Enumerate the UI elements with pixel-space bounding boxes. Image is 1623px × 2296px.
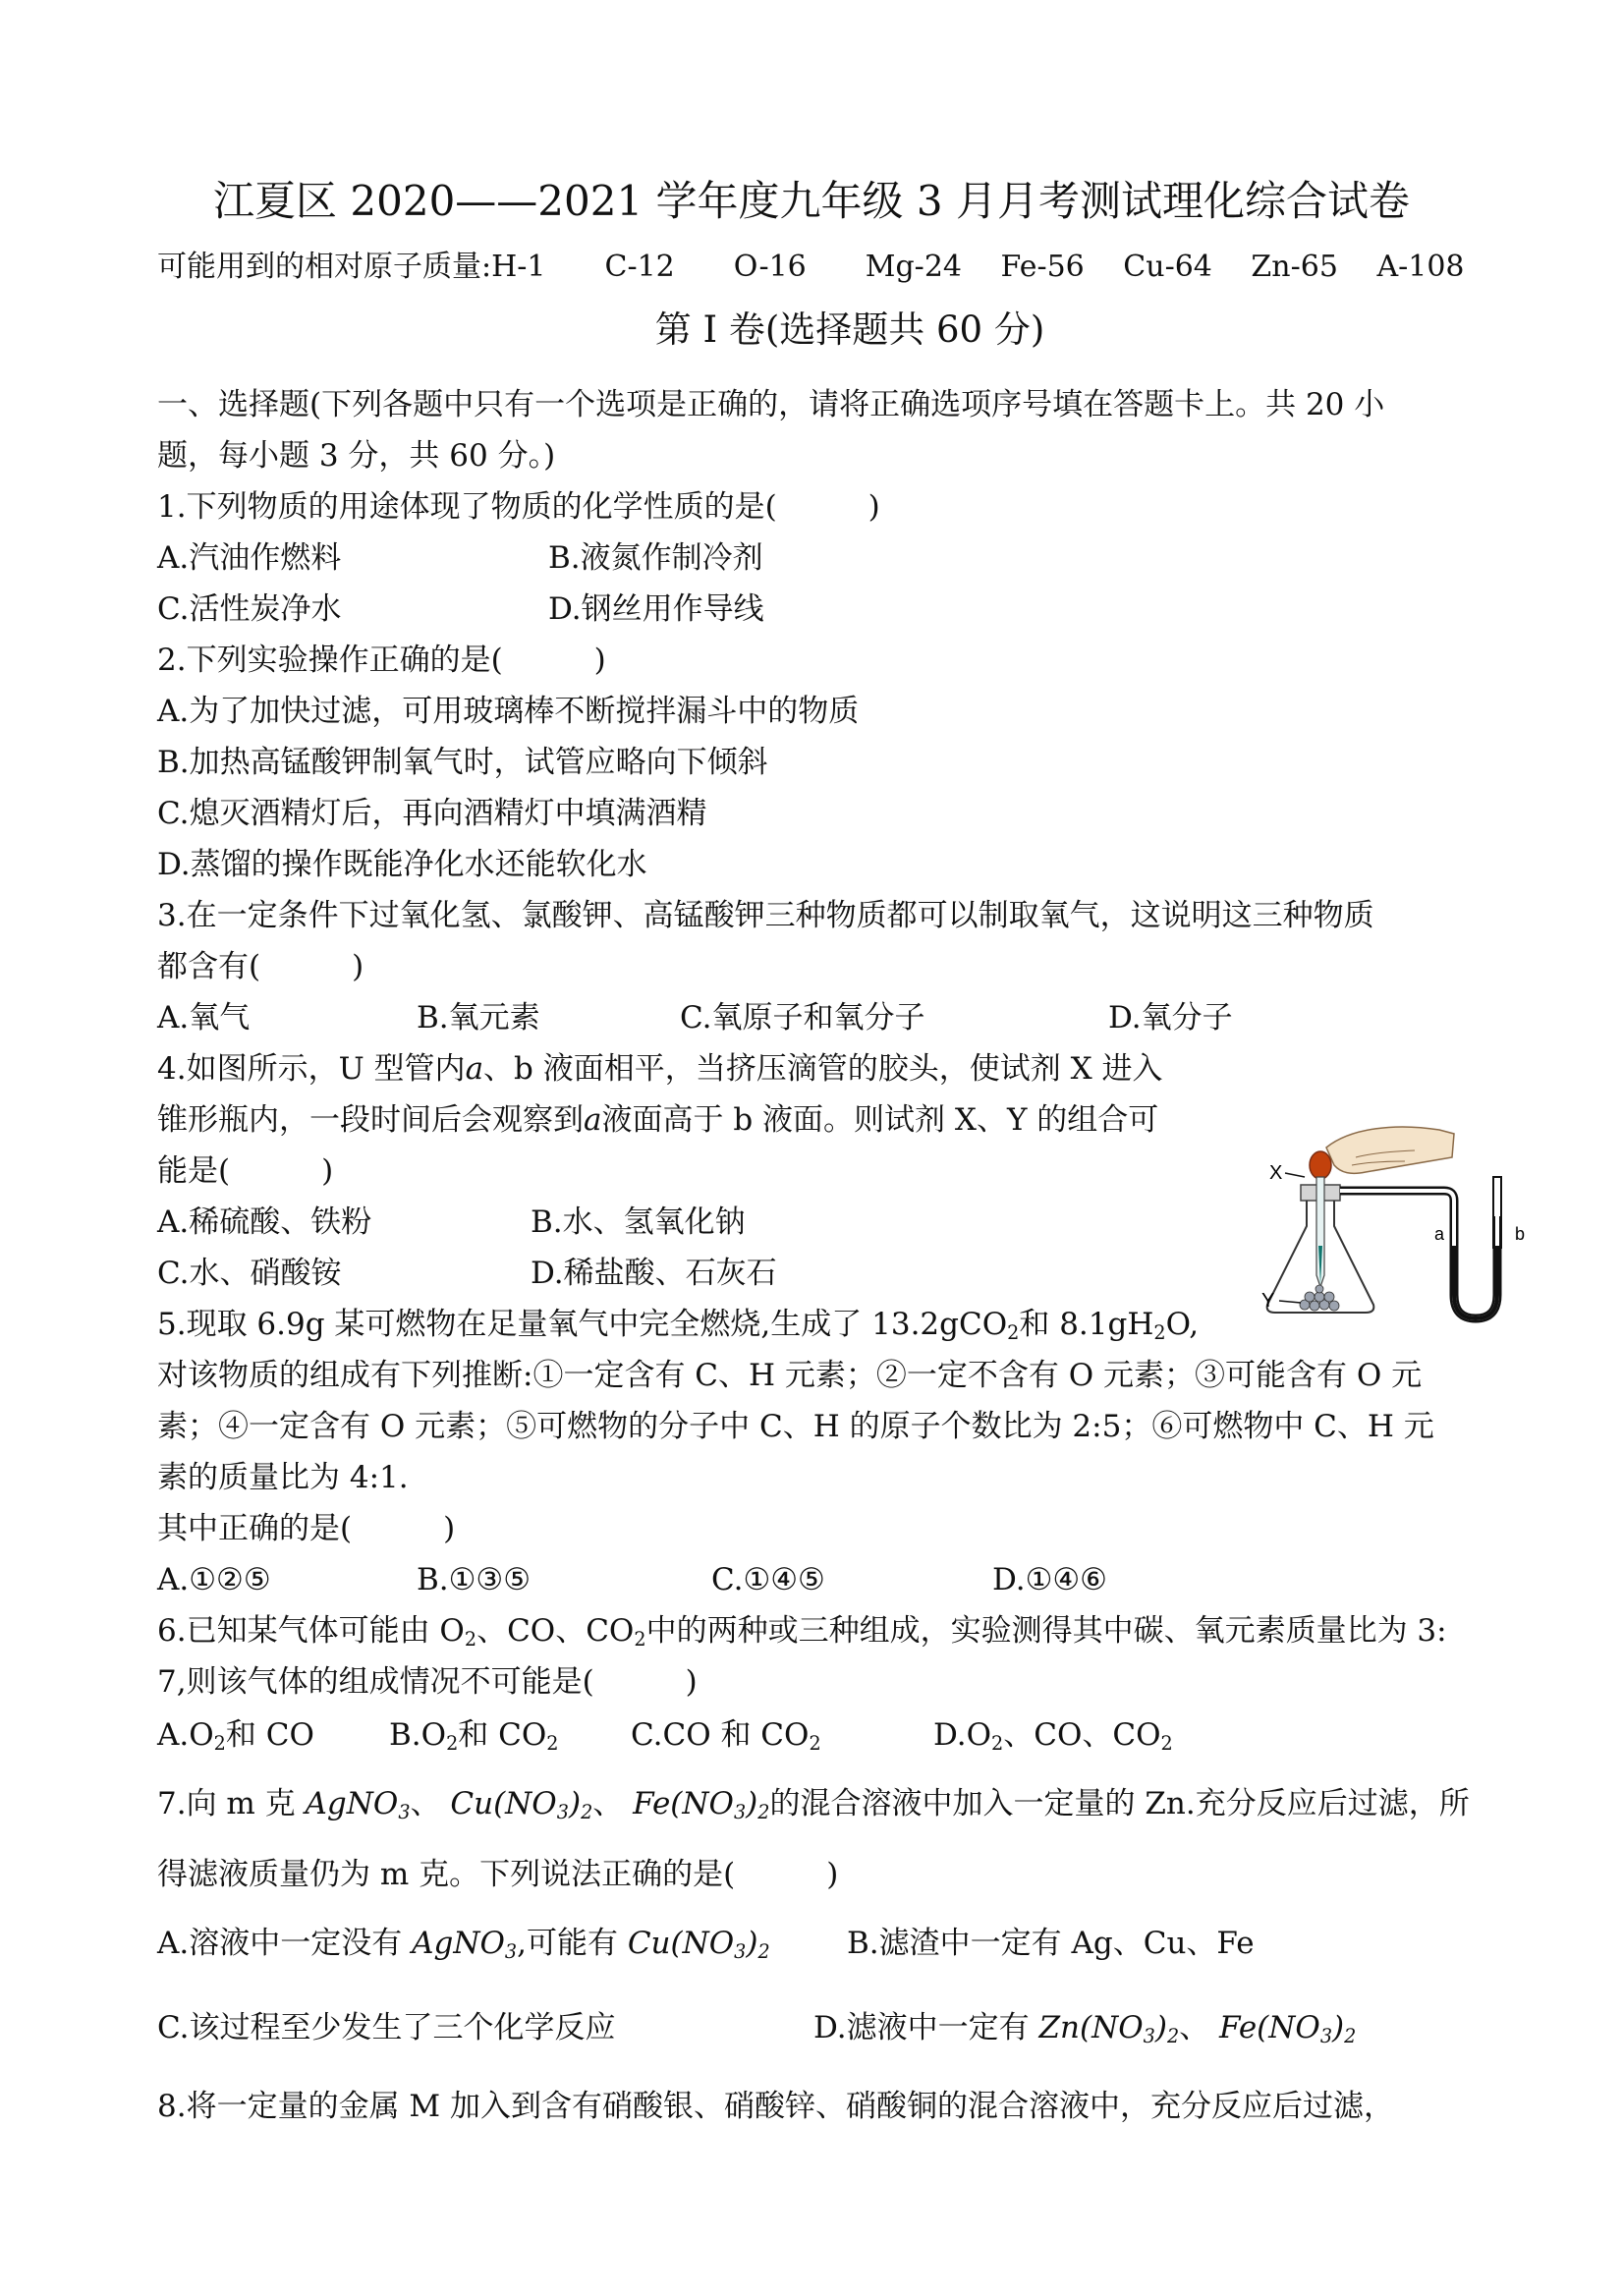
q2-option-b: B.加热高锰酸钾制氧气时，试管应略向下倾斜 xyxy=(157,745,768,780)
q5-option-b: B.①③⑤ xyxy=(417,1562,532,1597)
section-instruction-line2: 题，每小题 3 分，共 60 分。) xyxy=(157,438,556,474)
q5-option-d: D.①④⑥ xyxy=(992,1562,1107,1597)
q6-option-a: $A.O_2$和 CO xyxy=(157,1717,314,1755)
q6-option-b: $B.O_2$和 $CO_2$ xyxy=(389,1717,559,1755)
q4-stem-line1: 4.如图所示，U 型管内a、b 液面相平，当挤压滴管的胶头，使试剂 X 进入 xyxy=(157,1051,1163,1087)
q4-option-b: B.水、氢氧化钠 xyxy=(531,1204,746,1240)
q4-stem-line3: 能是( ) xyxy=(157,1153,334,1189)
hand-illustration xyxy=(1326,1127,1454,1173)
q3-option-d: D.氧分子 xyxy=(1108,1000,1233,1036)
q7-stem-line1: 7.向 m 克 AgNO$_3$、 $Cu(NO_3)_2$、 $Fe(NO_3)_2$的混合溶液中加入一定量的 Zn.充分反应后过滤，所 xyxy=(157,1786,1470,1823)
q2-stem: 2.下列实验操作正确的是( ) xyxy=(157,643,606,678)
q5-stem-line1: 5.现取 6.9g 某可燃物在足量氧气中完全燃烧,生成了 13.2gCO$_2$和 $8.1gH_2O$, xyxy=(157,1307,1200,1344)
q7-option-c: C.该过程至少发生了三个化学反应 xyxy=(157,2010,616,2045)
label-a: a xyxy=(1434,1224,1445,1244)
q2-option-c: C.熄灭酒精灯后，再向酒精灯中填满酒精 xyxy=(157,796,707,831)
q7-option-b: B.滤渣中一定有 Ag、Cu、Fe xyxy=(847,1926,1255,1961)
q1-option-b: B.液氮作制冷剂 xyxy=(548,540,763,576)
q1-option-c: C.活性炭净水 xyxy=(157,591,342,627)
q5-stem-line3: 素；④一定含有 O 元素；⑤可燃物的分子中 C、H 的原子个数比为 2:5；⑥可燃物中 C、H 元 xyxy=(157,1409,1434,1444)
q2-option-a: A.为了加快过滤，可用玻璃棒不断搅拌漏斗中的物质 xyxy=(157,694,860,729)
q1-option-a: A.汽油作燃料 xyxy=(157,540,342,576)
q1-stem: 1.下列物质的用途体现了物质的化学性质的是( ) xyxy=(157,489,880,525)
page-title: 江夏区 2020——2021 学年度九年级 3 月月考测试理化综合试卷 xyxy=(213,177,1410,225)
q4-option-c: C.水、硝酸铵 xyxy=(157,1256,342,1291)
q4-stem-line2: 锥形瓶内，一段时间后会观察到a液面高于 b 液面。则试剂 X、Y 的组合可 xyxy=(157,1102,1159,1138)
q6-option-c: C.CO 和 $CO_2$ xyxy=(631,1717,821,1755)
q8-stem-line1: 8.将一定量的金属 M 加入到含有硝酸银、硝酸锌、硝酸铜的混合溶液中，充分反应后过滤， xyxy=(157,2089,1395,2124)
solid-y-granules xyxy=(1300,1285,1339,1311)
q7-stem-line2: 得滤液质量仍为 m 克。下列说法正确的是( ) xyxy=(157,1857,839,1892)
q6-option-d: $D.O_2$、CO、$CO_2$ xyxy=(933,1717,1173,1755)
q4-apparatus-figure xyxy=(1258,1118,1552,1324)
q2-option-d: D.蒸馏的操作既能净化水还能软化水 xyxy=(157,847,647,882)
q5-option-a: A.①②⑤ xyxy=(157,1562,271,1597)
q7-option-a: A.溶液中一定没有 AgNO$_3$,可能有 $Cu(NO_3)_2$ xyxy=(157,1926,770,1963)
q5-stem-line4: 素的质量比为 4:1. xyxy=(157,1460,409,1495)
label-b: b xyxy=(1515,1224,1526,1244)
q3-option-c: C.氧原子和氧分子 xyxy=(680,1000,925,1036)
atomic-masses: 可能用到的相对原子质量:H-1 C-12 O-16 Mg-24 Fe-56 Cu-64 Zn-65 A-108 xyxy=(157,250,1465,284)
q6-stem-line1: 6.已知某气体可能由 $O_2$、CO、$CO_2$中的两种或三种组成，实验测得其中碳、氧元素质量比为 3: xyxy=(157,1613,1447,1651)
q6-stem-line2: 7,则该气体的组成情况不可能是( ) xyxy=(157,1664,698,1700)
q3-stem-line2: 都含有( ) xyxy=(157,949,364,984)
label-y: Y xyxy=(1261,1290,1275,1312)
q3-option-b: B.氧元素 xyxy=(417,1000,540,1036)
q3-option-a: A.氧气 xyxy=(157,1000,251,1036)
q5-stem-line5: 其中正确的是( ) xyxy=(157,1511,456,1546)
q7-option-d: D.滤液中一定有 $Zn(NO_3)_2$、 $Fe(NO_3)_2$ xyxy=(813,2010,1357,2047)
q4-option-d: D.稀盐酸、石灰石 xyxy=(531,1256,777,1291)
section-instruction-line1: 一、选择题(下列各题中只有一个选项是正确的，请将正确选项序号填在答题卡上。共 20 小 xyxy=(157,387,1385,422)
q1-option-d: D.钢丝用作导线 xyxy=(548,591,764,627)
q5-stem-line2: 对该物质的组成有下列推断:①一定含有 C、H 元素；②一定不含有 O 元素；③可能含有 O 元 xyxy=(157,1358,1423,1393)
q5-option-c: C.①④⑤ xyxy=(711,1562,825,1597)
q3-stem-line1: 3.在一定条件下过氧化氢、氯酸钾、高锰酸钾三种物质都可以制取氧气，这说明这三种物质 xyxy=(157,898,1374,933)
volume-title: 第 I 卷(选择题共 60 分) xyxy=(654,308,1045,351)
label-x: X xyxy=(1269,1162,1283,1184)
dropper-bulb xyxy=(1310,1151,1331,1179)
q4-option-a: A.稀硫酸、铁粉 xyxy=(157,1204,372,1240)
